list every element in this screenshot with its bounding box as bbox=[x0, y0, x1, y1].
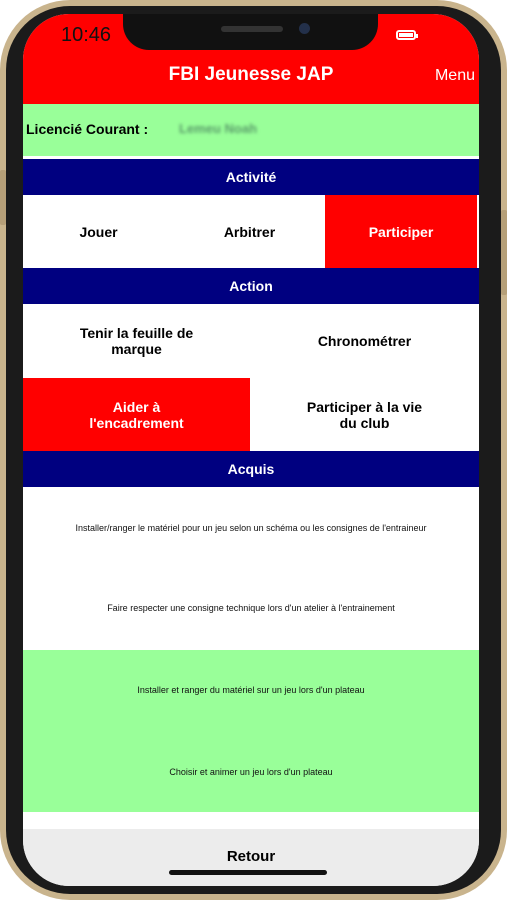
side-button bbox=[501, 210, 507, 295]
speaker bbox=[221, 26, 283, 32]
home-indicator[interactable] bbox=[169, 870, 327, 875]
current-licensee-row bbox=[23, 104, 479, 156]
acquired-block bbox=[23, 650, 479, 812]
action-option-vie-club[interactable]: Participer à la vie du club bbox=[306, 398, 423, 431]
status-time: 10:46 bbox=[61, 24, 112, 46]
acquis-item[interactable]: Faire respecter une consigne technique lors d'un atelier à l'entrainement bbox=[107, 603, 395, 613]
activity-option-jouer[interactable]: Jouer bbox=[79, 223, 118, 240]
acquis-item-acquired[interactable]: Installer et ranger du matériel sur un jeu lors d'un plateau bbox=[137, 685, 365, 695]
acquis-item[interactable]: Installer/ranger le matériel pour un jeu selon un schéma ou les consignes de l'entraineur bbox=[75, 523, 427, 533]
section-acquis: Acquis bbox=[23, 451, 479, 487]
licensee-label: Licencié Courant : bbox=[26, 121, 149, 137]
licensee-name: Lemeu Noah bbox=[179, 121, 258, 136]
notch bbox=[123, 14, 378, 50]
battery-icon bbox=[396, 30, 416, 40]
action-option-feuille-marque[interactable]: Tenir la feuille de marque bbox=[79, 325, 194, 357]
camera-icon bbox=[299, 23, 310, 34]
menu-button[interactable]: Menu bbox=[434, 67, 475, 84]
page-title: FBI Jeunesse JAP bbox=[168, 64, 334, 85]
app-header bbox=[23, 14, 479, 104]
action-option-chronometrer[interactable]: Chronométrer bbox=[317, 333, 412, 349]
screen bbox=[23, 14, 479, 886]
back-button[interactable]: Retour bbox=[226, 848, 276, 865]
action-option-encadrement[interactable]: Aider à l'encadrement bbox=[23, 378, 250, 451]
section-activite: Activité bbox=[23, 159, 479, 195]
activity-option-arbitrer[interactable]: Arbitrer bbox=[223, 223, 276, 240]
activity-option-participer[interactable]: Participer bbox=[325, 195, 477, 268]
section-action: Action bbox=[23, 268, 479, 304]
acquis-item-acquired[interactable]: Choisir et animer un jeu lors d'un plateau bbox=[169, 767, 333, 777]
